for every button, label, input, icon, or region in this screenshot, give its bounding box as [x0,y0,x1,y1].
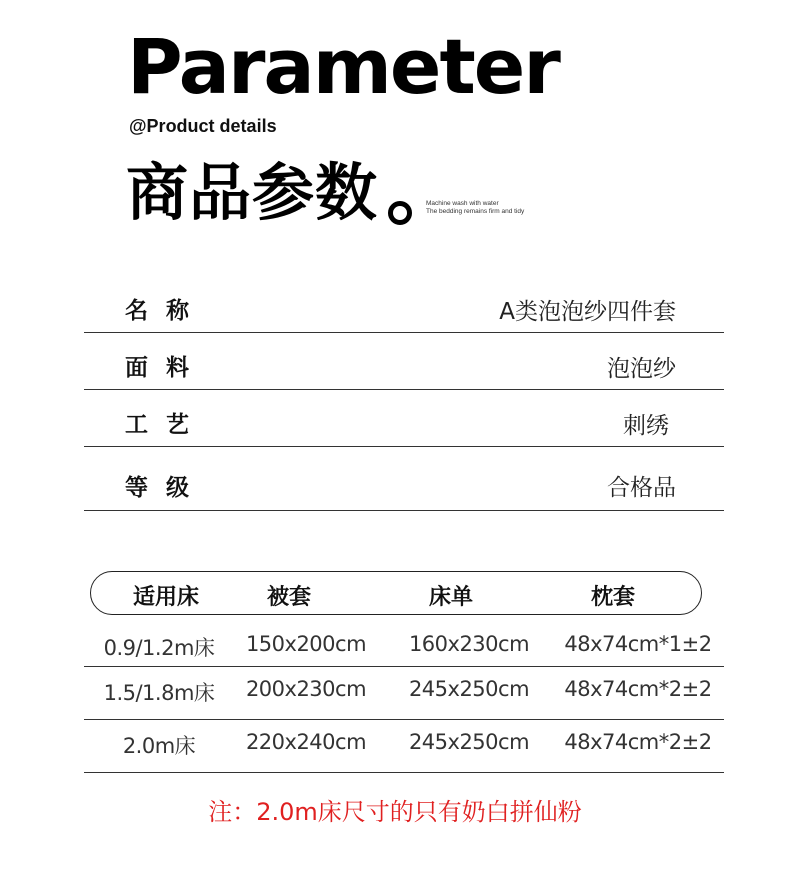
param-label: 名称 [125,298,207,324]
table-row [84,667,724,720]
param-label: 等级 [125,475,207,501]
heading-dot-icon [388,201,412,225]
cell-duvet: 200x230cm [245,677,367,701]
cell-bed: 0.9/1.2m床 [103,636,215,660]
section-heading: 商品参数 [126,156,379,229]
cell-sheet: 245x250cm [408,677,530,701]
care-note-line-1: Machine wash with water [426,200,499,207]
param-label: 工艺 [125,412,207,438]
cell-pillowcase: 48x74cm*2±2 [564,730,712,754]
header-pillowcase: 枕套 [591,585,636,610]
cell-duvet: 150x200cm [245,632,367,656]
param-row-grade [84,447,724,511]
size-table-header [90,571,702,615]
care-note-line-2: The bedding remains firm and tidy [426,208,525,215]
footnote: 注：2.0m床尺寸的只有奶白拼仙粉 [208,798,582,826]
param-row-fabric [84,333,724,390]
param-row-craft [84,390,724,447]
param-row-name [84,276,724,333]
param-value: 刺绣 [623,413,669,439]
param-label: 面料 [125,355,207,381]
cell-sheet: 245x250cm [408,730,530,754]
cell-sheet: 160x230cm [408,632,530,656]
table-row [84,620,724,667]
param-value: 泡泡纱 [607,356,676,382]
parameter-list [84,276,724,511]
header-sheet: 床单 [429,585,474,610]
page-subtitle: @Product details [129,116,277,136]
size-table [84,620,724,773]
cell-bed: 2.0m床 [122,734,196,758]
cell-duvet: 220x240cm [245,730,367,754]
table-row [84,720,724,773]
care-note [426,200,524,216]
header-bed: 适用床 [133,585,200,610]
header-duvet: 被套 [267,585,312,610]
param-value: 合格品 [607,475,676,501]
cell-bed: 1.5/1.8m床 [103,681,215,705]
cell-pillowcase: 48x74cm*2±2 [564,677,712,701]
cell-pillowcase: 48x74cm*1±2 [564,632,712,656]
param-value: A类泡泡纱四件套 [499,299,676,325]
page-title: Parameter [127,22,559,111]
